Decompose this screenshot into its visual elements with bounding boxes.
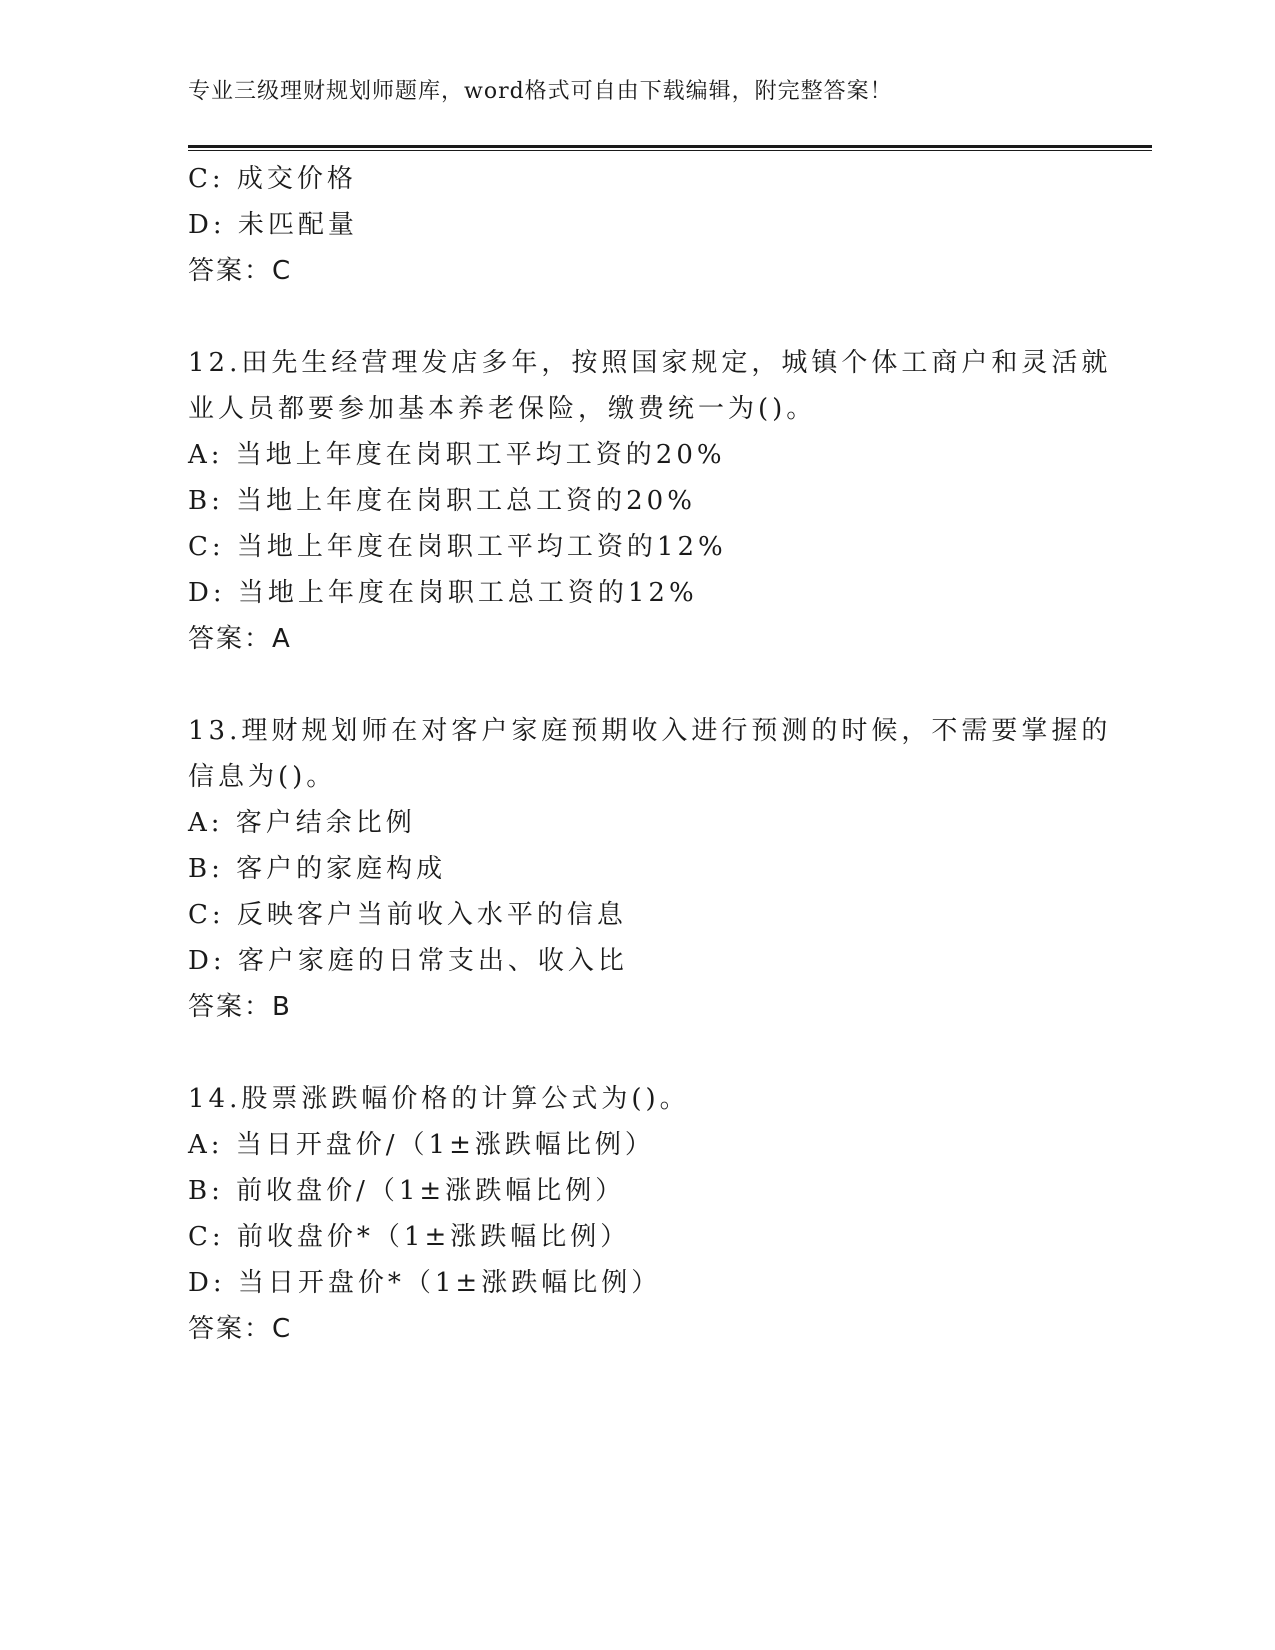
option-c: C: 反映客户当前收入水平的信息	[188, 900, 627, 930]
question-stem: 13.理财规划师在对客户家庭预期收入进行预测的时候，不需要掌握的	[188, 716, 1112, 746]
spacer	[188, 662, 1088, 708]
question-14	[188, 1076, 1088, 1352]
prev-question	[188, 156, 1088, 294]
header-rule-thick	[188, 145, 1152, 148]
option-c: C: 成交价格	[188, 164, 357, 194]
question-stem: 业人员都要参加基本养老保险，缴费统一为()。	[188, 394, 817, 424]
answer-line: 答案：C	[188, 1314, 293, 1344]
question-13	[188, 708, 1112, 1030]
spacer	[188, 294, 1088, 340]
option-a: A: 客户结余比例	[188, 808, 416, 838]
answer-line: 答案：A	[188, 624, 292, 654]
option-d: D: 客户家庭的日常支出、收入比	[188, 946, 628, 976]
answer-line: 答案：C	[188, 256, 293, 286]
question-stem: 12.田先生经营理发店多年，按照国家规定，城镇个体工商户和灵活就	[188, 348, 1112, 378]
option-a: A: 当地上年度在岗职工平均工资的20%	[188, 440, 726, 470]
question-stem: 14.股票涨跌幅价格的计算公式为()。	[188, 1084, 690, 1114]
page-header: 专业三级理财规划师题库，word格式可自由下载编辑，附完整答案！	[188, 79, 893, 104]
option-a: A: 当日开盘价/（1±涨跌幅比例）	[188, 1130, 655, 1160]
option-c: C: 当地上年度在岗职工平均工资的12%	[188, 532, 727, 562]
option-b: B: 当地上年度在岗职工总工资的20%	[188, 486, 696, 516]
option-c: C: 前收盘价*（1±涨跌幅比例）	[188, 1222, 631, 1252]
spacer	[188, 1030, 1088, 1076]
option-b: B: 前收盘价/（1±涨跌幅比例）	[188, 1176, 626, 1206]
option-b: B: 客户的家庭构成	[188, 854, 447, 884]
question-12	[188, 340, 1112, 662]
question-content	[188, 156, 1112, 1352]
header-rule-thin	[188, 150, 1152, 151]
option-d: D: 未匹配量	[188, 210, 358, 240]
option-d: D: 当日开盘价*（1±涨跌幅比例）	[188, 1268, 662, 1298]
answer-line: 答案：B	[188, 992, 292, 1022]
question-stem: 信息为()。	[188, 762, 337, 792]
option-d: D: 当地上年度在岗职工总工资的12%	[188, 578, 698, 608]
